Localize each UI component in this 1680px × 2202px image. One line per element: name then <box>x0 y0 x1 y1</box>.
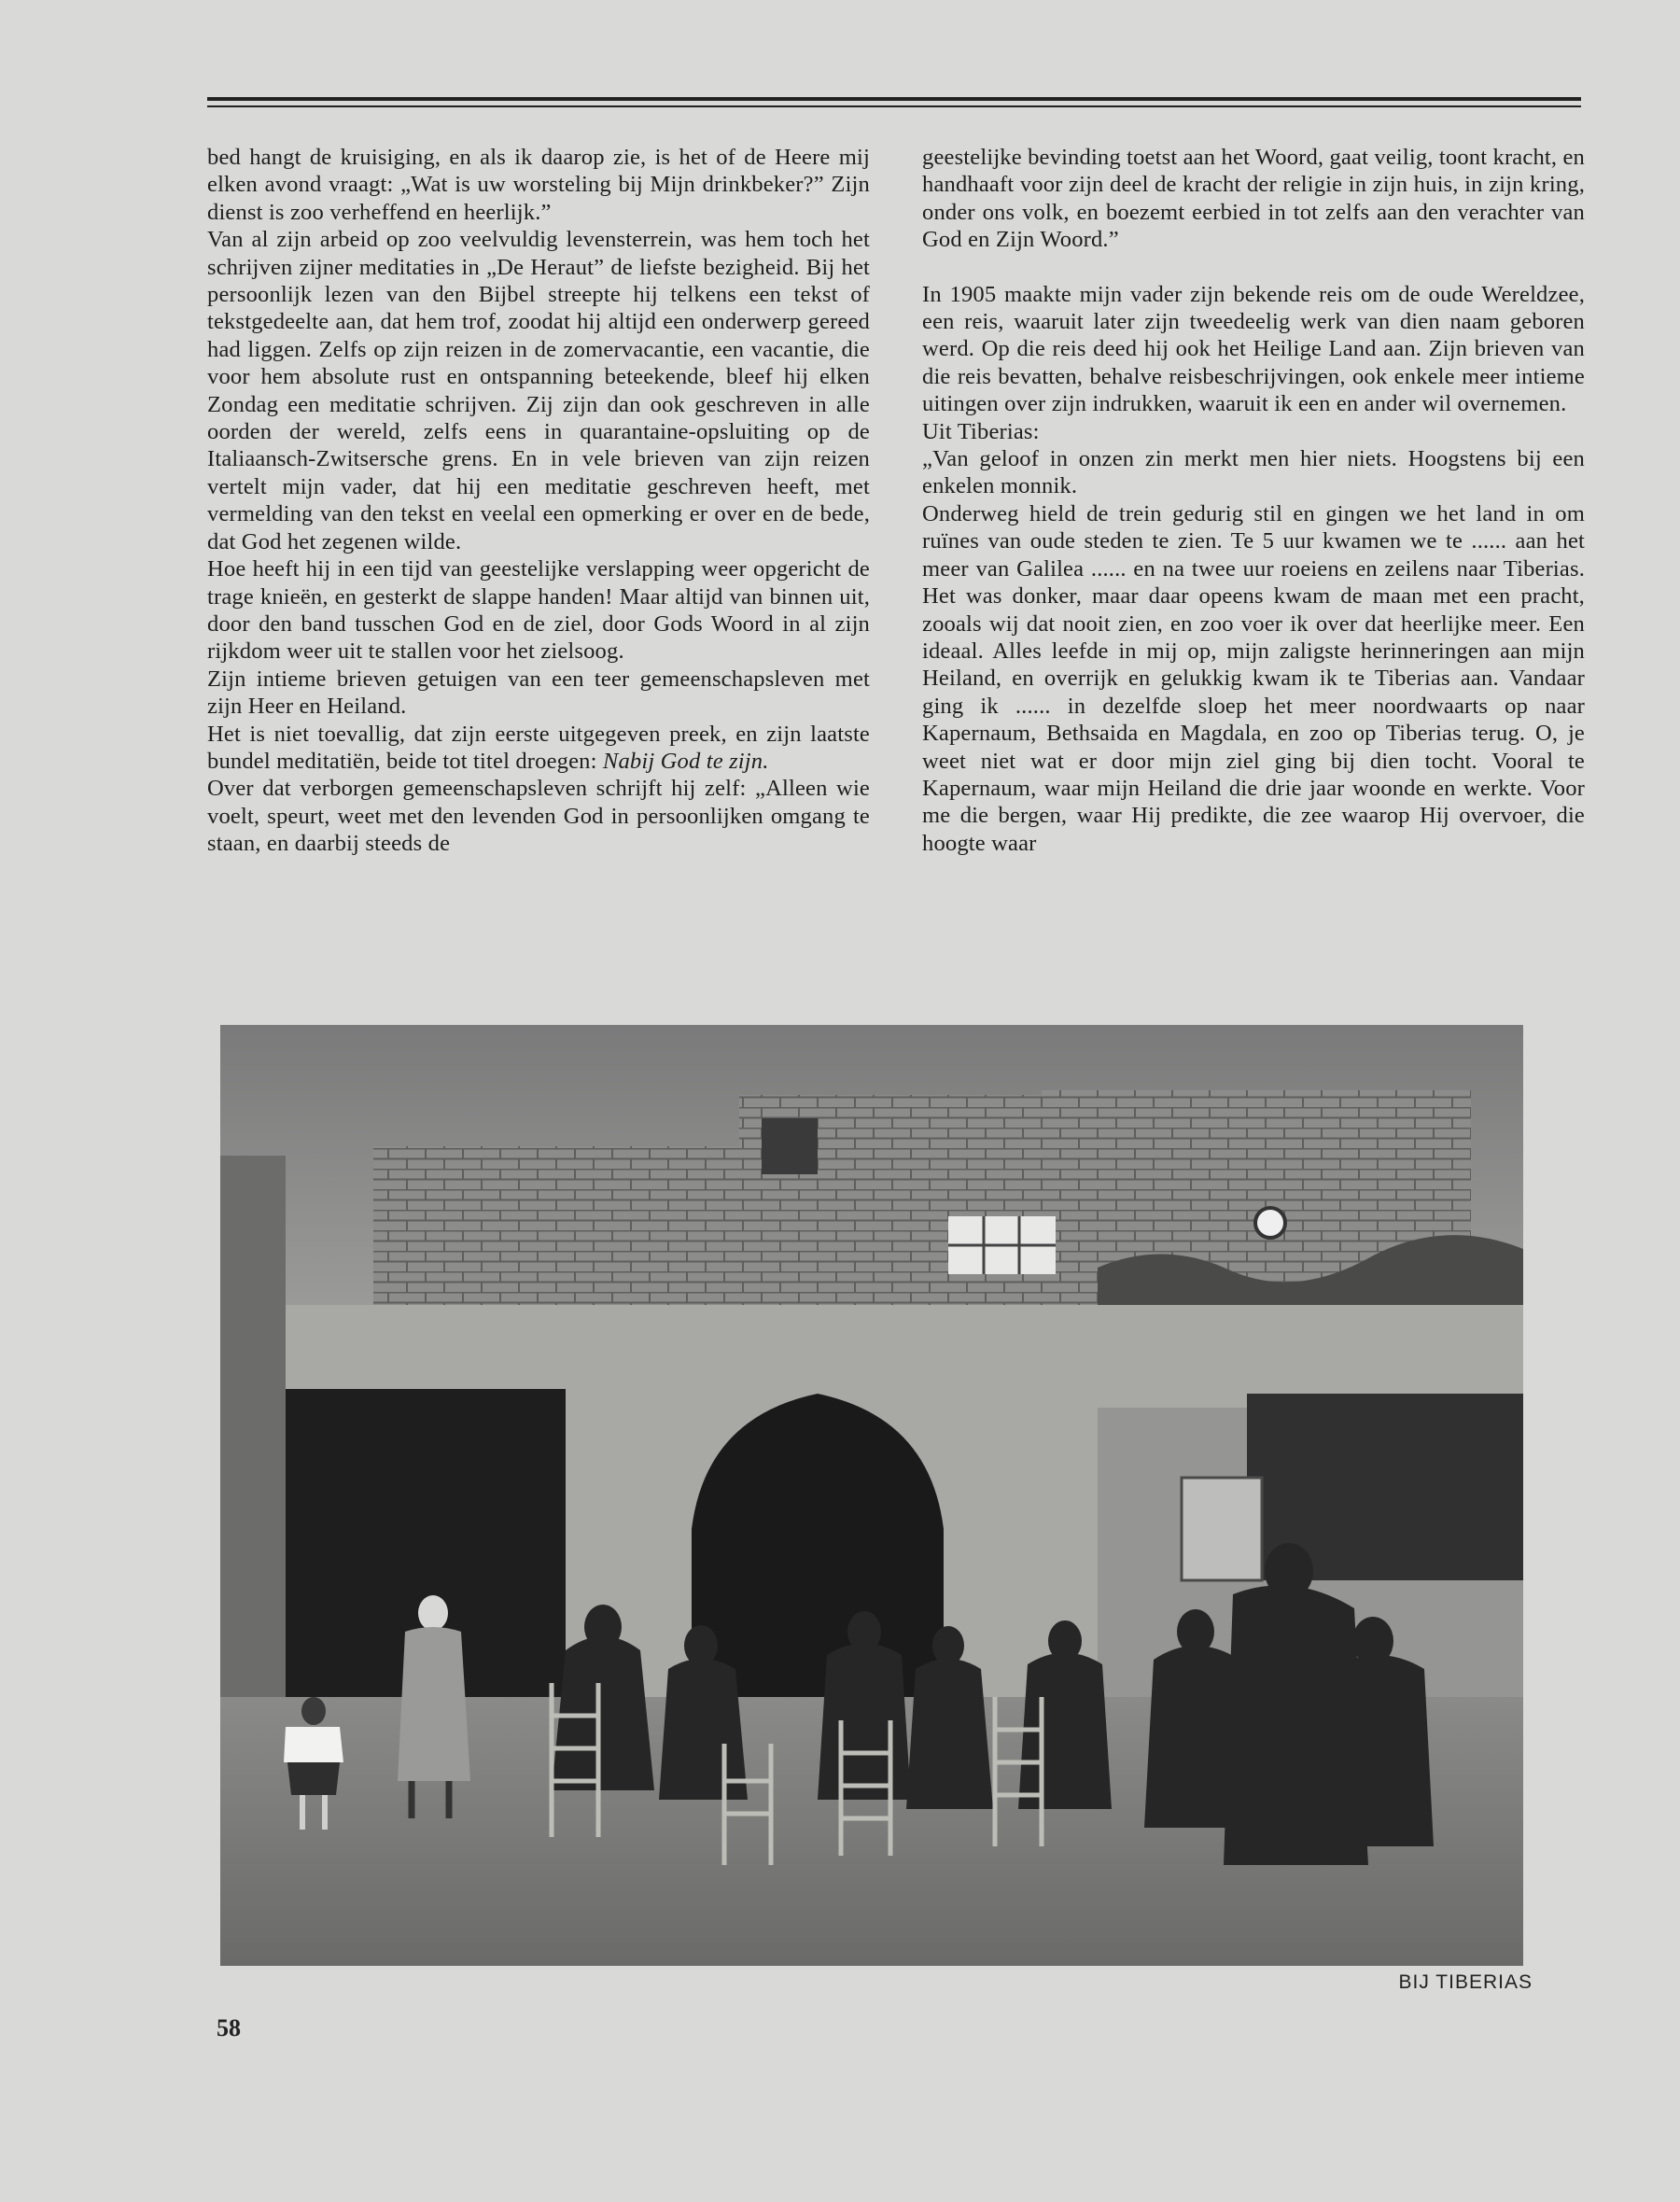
header-rule-thin <box>207 105 1581 107</box>
photograph-drawing <box>220 1025 1523 1966</box>
paragraph-text: Het is niet toevallig, dat zijn eerste uitgegeven preek, en zijn laatste bundel meditatiën, beide tot titel droegen: <box>207 721 870 774</box>
page-number: 58 <box>217 2014 241 2041</box>
left-text-column <box>207 144 870 858</box>
paragraph: Over dat verborgen gemeenschapsleven schrijft hij zelf: „Alleen wie voelt, speurt, weet met den levenden God in persoonlijken omgang te staan, en daarbij steeds de <box>207 776 870 857</box>
paragraph: „Van geloof in onzen zin merkt men hier niets. Hoogstens bij een enkelen monnik. <box>922 446 1585 499</box>
paragraph: bed hangt de kruisiging, en als ik daarop zie, is het of de Heere mij elken avond vraagt: „Wat is uw worsteling bij Mijn drinkbeker?” Zijn dienst is zoo verheffend en heerlijk.” <box>207 145 870 225</box>
paragraph: Onderweg hield de trein gedurig stil en gingen we het land in om ruïnes van oude steden te zien. Te 5 uur kwamen we te ...... aan het meer van Galilea ...... en na twee uur roeiens en zeilens naar Tiberias. Het was donker, maar daar opeens kwam de maan met een pracht, zooals wij dat nooit zien, en zoo voer ik over dat heerlijke meer. Een ideaal. Alles leefde in mij op, mijn zaligste herinneringen aan mijn Heiland, en overrijk en gelukkig kwam ik te Tiberias aan. Vandaar ging ik ...... in dezelfde sloep het meer noordwaarts op naar Kapernaum, Bethsaida en Magdala, en zoo op Tiberias terug. O, je weet niet wat er door mijn ziel ging bij dien tocht. Vooral te Kapernaum, waar mijn Heiland die drie jaar woonde en werkte. Voor me die bergen, waar Hij predikte, die zee waarop Hij overvoer, die hoogte waar <box>922 500 1585 856</box>
photograph-tiberias-street <box>220 1025 1523 1966</box>
arch-opening <box>692 1394 944 1706</box>
paragraph: Uit Tiberias: <box>922 418 1040 444</box>
paragraph: Hoe heeft hij in een tijd van geestelijke verslapping weer opgericht de trage knieën, en gesterkt de slappe handen! Maar altijd van binnen uit, door den band tusschen God en de ziel, door Gods Woord in al zijn rijkdom weer uit te stallen voor het zielsoog. <box>207 556 870 665</box>
paragraph: Van al zijn arbeid op zoo veelvuldig levensterrein, was hem toch het schrijven zijner meditaties in „De Heraut” de liefste bezigheid. Bij het persoonlijk lezen van den Bijbel streepte hij telkens een tekst of tekstgedeelte aan, dat hem trof, zoodat hij altijd een onderwerp gereed had liggen. Zelfs op zijn reizen in de zomervacantie, een vacantie, die voor hem absolute rust en ontspanning beteekende, bleef hij elken Zondag een meditatie schrijven. Zij zijn dan ook geschreven in alle oorden der wereld, zelfs eens in quarantaine-opsluiting op de Italiaansch-Zwitsersche grens. En in vele brieven van zijn reizen vertelt mijn vader, dat hij een meditatie geschreven heeft, met vermelding van den tekst en veelal een opmerking er over en de bede, dat God het zegenen wilde. <box>207 227 870 554</box>
right-text-column <box>922 144 1585 857</box>
photo-caption: BIJ TIBERIAS <box>1398 1971 1533 1993</box>
paragraph: Zijn intieme brieven getuigen van een teer gemeenschapsleven met zijn Heer en Heiland. <box>207 666 870 720</box>
left-edge-building <box>220 1156 286 1697</box>
tower-window <box>762 1118 818 1174</box>
round-window <box>1255 1208 1285 1238</box>
wooden-shutter <box>1182 1478 1262 1580</box>
paragraph: geestelijke bevinding toetst aan het Woord, gaat veilig, toont kracht, en handhaaft voor zijn deel de kracht der religie in zijn huis, in zijn kring, onder ons volk, en boezemt eerbied in tot zelfs aan den verachter van God en Zijn Woord.” <box>922 145 1585 253</box>
book-title: Nabij God te zijn. <box>602 748 769 774</box>
paragraph: In 1905 maakte mijn vader zijn bekende reis om de oude Wereldzee, een reis, waaruit later zijn tweedeelig werk van dien naam geboren werd. Op die reis deed hij ook het Heilige Land aan. Zijn brieven van die reis bevatten, behalve reisbeschrijvingen, ook enkele meer intieme uitingen over zijn indrukken, waaruit ik een en ander wil overnemen. <box>922 281 1585 417</box>
header-rule-thick <box>207 97 1581 101</box>
paragraph <box>207 721 870 776</box>
